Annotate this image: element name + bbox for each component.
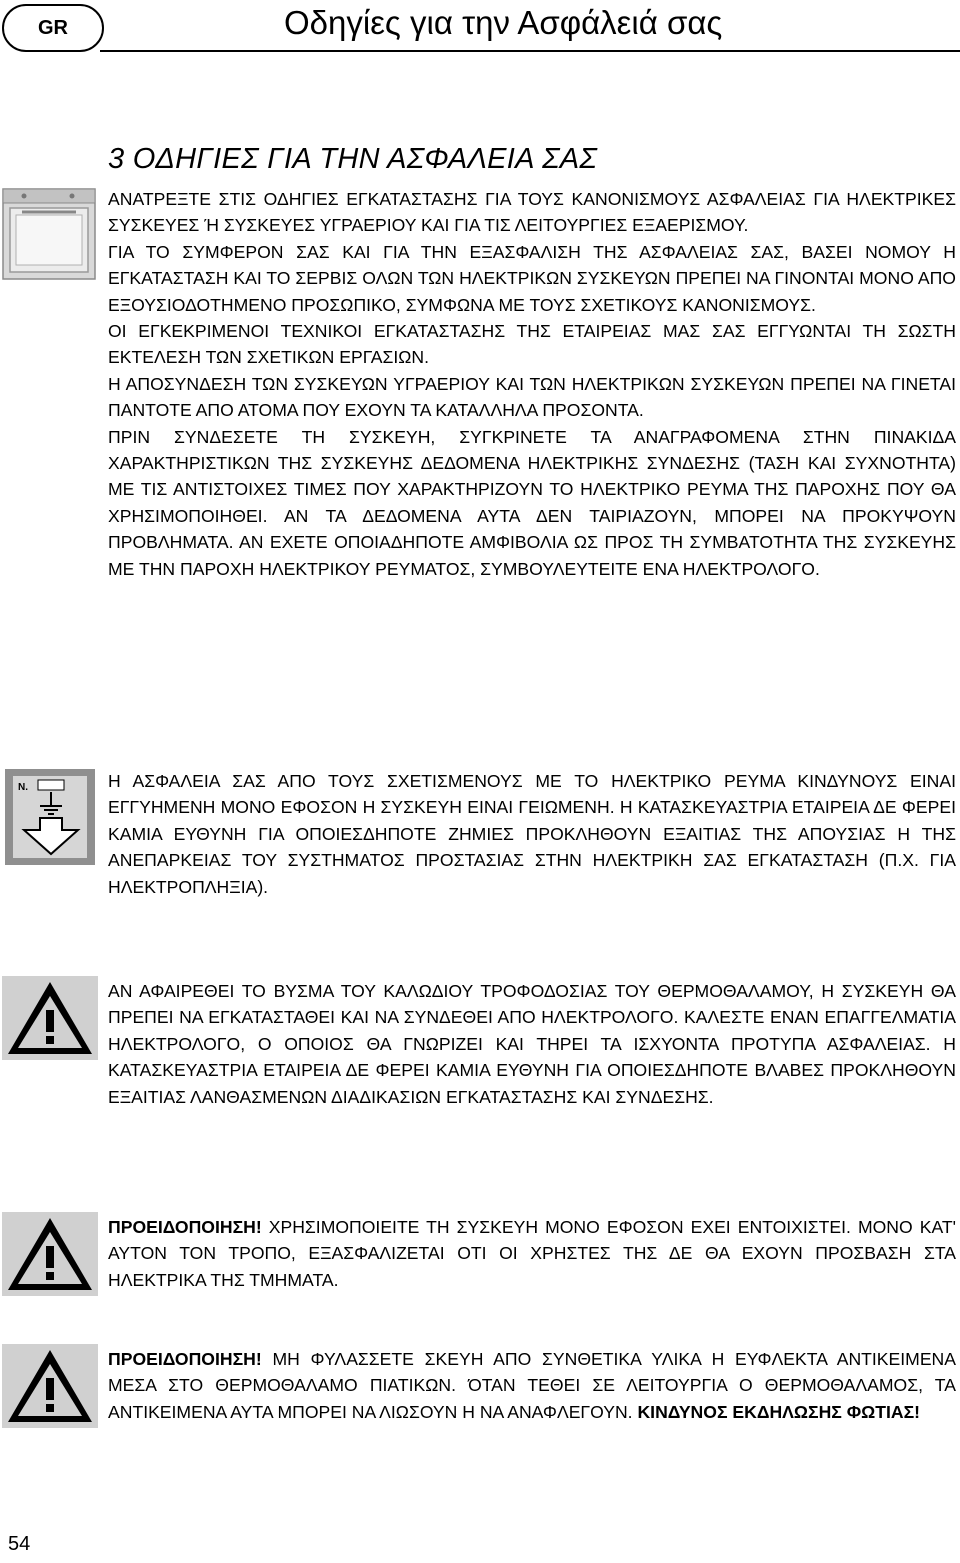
page-header-title: Οδηγίες για την Ασφάλειά σας — [284, 4, 723, 41]
warning-builtin-text — [108, 1214, 956, 1293]
paragraph: Η ΑΠΟΣΥΝΔΕΣΗ ΤΩΝ ΣΥΣΚΕΥΩΝ ΥΓΡΑΕΡΙΟΥ ΚΑΙ ΤΩΝ ΗΛΕΚΤΡΙΚΩΝ ΣΥΣΚΕΥΩΝ ΠΡΕΠΕΙ ΝΑ ΓΙΝΕΤΑΙ ΠΑΝΤΟΤΕ ΑΠΟ ΑΤΟΜΑ ΠΟΥ ΕΧΟΥΝ ΤΑ ΚΑΤΑΛΛΗΛΑ ΠΡΟΣΟΝΤΑ. — [108, 373, 956, 421]
warning-cable-text — [108, 978, 956, 1110]
warning-body: ΜΗ ΦΥΛΑΣΣΕΤΕ ΣΚΕΥΗ ΑΠΟ ΣΥΝΘΕΤΙΚΑ ΥΛΙΚΑ Η ΕΥΦΛΕΚΤΑ ΑΝΤΙΚΕΙΜΕΝΑ ΜΕΣΑ ΣΤΟ ΘΕΡΜΟΘΑΛΑΜΟ ΠΙΑΤΙΚΩΝ. ΌΤΑΝ ΤΕΘΕΙ ΣΕ ΛΕΙΤΟΥΡΓΙΑ Ο ΘΕΡΜΟΘΑΛΑΜΟΣ, ΤΑ ΑΝΤΙΚΕΙΜΕΝΑ ΑΥΤΑ ΜΠΟΡΕΙ ΝΑ ΛΙΩΣΟΥΝ Η ΝΑ ΑΝΑΦΛΕΓΟΥΝ. — [108, 1349, 956, 1422]
grounding-text — [108, 768, 956, 900]
paragraph: ΠΡΙΝ ΣΥΝΔΕΣΕΤΕ ΤΗ ΣΥΣΚΕΥΗ, ΣΥΓΚΡΙΝΕΤΕ ΤΑ ΑΝΑΓΡΑΦΟΜΕΝΑ ΣΤΗΝ ΠΙΝΑΚΙΔΑ ΧΑΡΑΚΤΗΡΙΣΤΙΚΩΝ ΤΗΣ ΣΥΣΚΕΥΗΣ ΔΕΔΟΜΕΝΑ ΗΛΕΚΤΡΙΚΗΣ ΣΥΝΔΕΣΗΣ (ΤΑΣΗ ΚΑΙ ΣΥΧΝΟΤΗΤΑ) ΜΕ ΤΙΣ ΑΝΤΙΣΤΟΙΧΕΣ ΤΙΜΕΣ ΠΟΥ ΧΑΡΑΚΤΗΡΙΖΟΥΝ ΤΟ ΗΛΕΚΤΡΙΚΟ ΡΕΥΜΑ ΤΗΣ ΠΑΡΟΧΗΣ ΠΟΥ ΘΑ ΧΡΗΣΙΜΟΠΟΙΗΘΕΙ. ΑΝ ΤΑ ΔΕΔΟΜΕΝΑ ΑΥΤΑ ΔΕΝ ΤΑΙΡΙΑΖΟΥΝ, ΜΠΟΡΕΙ ΝΑ ΠΡΟΚΥΨΟΥΝ ΠΡΟΒΛΗΜΑΤΑ. ΑΝ ΕΧΕΤΕ ΟΠΟΙΑΔΗΠΟΤΕ ΑΜΦΙΒΟΛΙΑ ΩΣ ΠΡΟΣ ΤΗ ΣΥΜΒΑΤΟΤΗΤΑ ΤΗΣ ΣΥΣΚΕΥΗΣ ΜΕ ΤΗΝ ΠΑΡΟΧΗ ΗΛΕΚΤΡΙΚΟΥ ΡΕΥΜΑΤΟΣ, ΣΥΜΒΟΥΛΕΥΤΕΙΤΕ ΕΝΑ ΗΛΕΚΤΡΟΛΟΓΟ. — [108, 426, 956, 579]
intro-text — [108, 186, 956, 582]
paragraph: ΟΙ ΕΓΚΕΚΡΙΜΕΝΟΙ ΤΕΧΝΙΚΟΙ ΕΓΚΑΤΑΣΤΑΣΗΣ ΤΗΣ ΕΤΑΙΡΕΙΑΣ ΜΑΣ ΣΑΣ ΕΓΓΥΩΝΤΑΙ ΤΗ ΣΩΣΤΗ ΕΚΤΕΛΕΣΗ ΤΩΝ ΣΧΕΤΙΚΩΝ ΕΡΓΑΣΙΩΝ. — [108, 321, 956, 368]
grounding-label: N. — [18, 782, 28, 793]
paragraph: Η ΑΣΦΑΛΕΙΑ ΣΑΣ ΑΠΟ ΤΟΥΣ ΣΧΕΤΙΣΜΕΝΟΥΣ ΜΕ ΤΟ ΗΛΕΚΤΡΙΚΟ ΡΕΥΜΑ ΚΙΝΔΥΝΟΥΣ ΕΙΝΑΙ ΕΓΓΥΗΜΕΝΗ ΜΟΝΟ ΕΦΟΣΟΝ Η ΣΥΣΚΕΥΗ ΕΙΝΑΙ ΓΕΙΩΜΕΝΗ. Η ΚΑΤΑΣΚΕΥΑΣΤΡΙΑ ΕΤΑΙΡΕΙΑ ΔΕ ΦΕΡΕΙ ΚΑΜΙΑ ΕΥΘΥΝΗ ΓΙΑ ΟΠΟΙΕΣΔΗΠΟΤΕ ΖΗΜΙΕΣ ΠΡΟΚΛΗΘΟΥΝ ΕΞΑΙΤΙΑΣ ΤΗΣ ΑΠΟΥΣΙΑΣ Η ΤΗΣ ΑΝΕΠΑΡΚΕΙΑΣ ΤΟΥ ΣΥΣΤΗΜΑΤΟΣ ΠΡΟΣΤΑΣΙΑΣ ΣΤΗΝ ΗΛΕΚΤΡΙΚΗ ΣΑΣ ΕΓΚΑΤΑΣΤΑΣΗ (Π.Χ. ΓΙΑ ΗΛΕΚΤΡΟΠΛΗΞΙΑ). — [108, 771, 956, 897]
warning-label: ΠΡΟΕΙΔΟΠΟΙΗΣΗ! — [108, 1349, 262, 1369]
fire-danger-text: ΚΙΝΔΥΝΟΣ ΕΚΔΗΛΩΣΗΣ ΦΩΤΙΑΣ! — [637, 1401, 921, 1422]
grounding-icon — [4, 768, 96, 866]
warning-body: ΧΡΗΣΙΜΟΠΟΙΕΙΤΕ ΤΗ ΣΥΣΚΕΥΗ ΜΟΝΟ ΕΦΟΣΟΝ ΕΧΕΙ ΕΝΤΟΙΧΙΣΤΕΙ. ΜΟΝΟ ΚΑΤ' ΑΥΤΟΝ ΤΟΝ ΤΡΟΠΟ, ΕΞΑΣΦΑΛΙΖΕΤΑΙ ΟΤΙ ΟΙ ΧΡΗΣΤΕΣ ΤΗΣ ΔΕ ΘΑ ΕΧΟΥΝ ΠΡΟΣΒΑΣΗ ΣΤΑ ΗΛΕΚΤΡΙΚΑ ΤΗΣ ΤΜΗΜΑΤΑ. — [108, 1217, 956, 1290]
header-rule — [100, 50, 960, 52]
language-badge — [2, 4, 104, 52]
page-number: 54 — [8, 1533, 31, 1555]
paragraph: ΑΝΑΤΡΕΞΤΕ ΣΤΙΣ ΟΔΗΓΙΕΣ ΕΓΚΑΤΑΣΤΑΣΗΣ ΓΙΑ ΤΟΥΣ ΚΑΝΟΝΙΣΜΟΥΣ ΑΣΦΑΛΕΙΑΣ ΓΙΑ ΗΛΕΚΤΡΙΚΕΣ ΣΥΣΚΕΥΕΣ Ή ΣΥΣΚΕΥΕΣ ΥΓΡΑΕΡΙΟΥ ΚΑΙ ΓΙΑ ΤΙΣ ΛΕΙΤΟΥΡΓΙΕΣ ΕΞΑΕΡΙΣΜΟΥ. — [108, 189, 956, 236]
paragraph: ΓΙΑ ΤΟ ΣΥΜΦΕΡΟΝ ΣΑΣ ΚΑΙ ΓΙΑ ΤΗΝ ΕΞΑΣΦΑΛΙΣΗ ΤΗΣ ΑΣΦΑΛΕΙΑΣ ΣΑΣ, ΒΑΣΕΙ ΝΟΜΟΥ Η ΕΓΚΑΤΑΣΤΑΣΗ ΚΑΙ ΤΟ ΣΕΡΒΙΣ ΟΛΩΝ ΤΩΝ ΗΛΕΚΤΡΙΚΩΝ ΣΥΣΚΕΥΩΝ ΠΡΕΠΕΙ ΝΑ ΓΙΝΟΝΤΑΙ ΜΟΝΟ ΑΠΟ ΕΞΟΥΣΙΟΔΟΤΗΜΕΝΟ ΠΡΟΣΩΠΙΚΟ, ΣΥΜΦΩΝΑ ΜΕ ΤΟΥΣ ΣΧΕΤΙΚΟΥΣ ΚΑΝΟΝΙΣΜΟΥΣ. — [108, 241, 956, 315]
paragraph: ΑΝ ΑΦΑΙΡΕΘΕΙ ΤΟ ΒΥΣΜΑ ΤΟΥ ΚΑΛΩΔΙΟΥ ΤΡΟΦΟΔΟΣΙΑΣ ΤΟΥ ΘΕΡΜΟΘΑΛΑΜΟΥ, Η ΣΥΣΚΕΥΗ ΘΑ ΠΡΕΠΕΙ ΝΑ ΕΓΚΑΤΑΣΤΑΘΕΙ ΚΑΙ ΝΑ ΣΥΝΔΕΘΕΙ ΑΠΟ ΗΛΕΚΤΡΟΛΟΓΟ. ΚΑΛΕΣΤΕ ΕΝΑΝ ΕΠΑΓΓΕΛΜΑΤΙΑ ΗΛΕΚΤΡΟΛΟΓΟ, Ο ΟΠΟΙΟΣ ΘΑ ΓΝΩΡΙΖΕΙ ΚΑΙ ΤΗΡΕΙ ΤΑ ΙΣΧΥΟΝΤΑ ΠΡΟΤΥΠΑ ΑΣΦΑΛΕΙΑΣ. Η ΚΑΤΑΣΚΕΥΑΣΤΡΙΑ ΕΤΑΙΡΕΙΑ ΔΕ ΦΕΡΕΙ ΚΑΜΙΑ ΕΥΘΥΝΗ ΓΙΑ ΟΠΟΙΕΣΔΗΠΟΤΕ ΒΛΑΒΕΣ ΠΡΟΚΛΗΘΟΥΝ ΕΞΑΙΤΙΑΣ ΛΑΝΘΑΣΜΕΝΩΝ ΔΙΑΔΙΚΑΣΙΩΝ ΕΓΚΑΤΑΣΤΑΣΗΣ ΚΑΙ ΣΥΝΔΕΣΗΣ. — [108, 981, 956, 1107]
warning-triangle-icon — [2, 1344, 98, 1428]
paragraph — [108, 1346, 956, 1425]
warning-label: ΠΡΟΕΙΔΟΠΟΙΗΣΗ! — [108, 1217, 262, 1237]
appliance-icon — [2, 188, 96, 280]
warning-fire-text — [108, 1346, 956, 1425]
paragraph — [108, 1214, 956, 1293]
warning-triangle-icon — [2, 1212, 98, 1296]
warning-triangle-icon — [2, 976, 98, 1060]
section-title: 3 ΟΔΗΓΙΕΣ ΓΙΑ ΤΗΝ ΑΣΦΑΛΕΙΑ ΣΑΣ — [108, 143, 598, 175]
language-code: GR — [38, 16, 68, 39]
